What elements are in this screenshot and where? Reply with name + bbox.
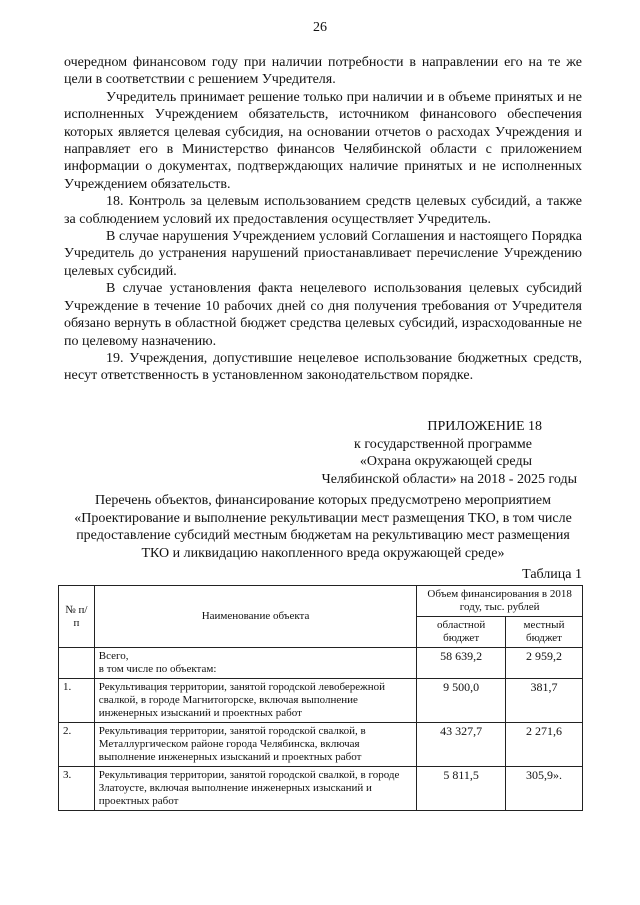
paragraph: 18. Контроль за целевым использованием средств целевых субсидий, а также за соблюдением условий их предоставления осуществляет Учредитель. [64,194,582,227]
paragraph: В случае нарушения Учреждением условий Соглашения и настоящего Порядка Учредитель до устранения нарушений приостанавливает перечисление Учреждению целевых субсидий. [64,229,582,279]
document-body [64,54,582,385]
table-row-total [59,648,583,679]
header-local: местный бюджет [505,617,582,648]
row-regional: 43 327,7 [417,723,506,767]
header-name: Наименование объекта [94,586,417,648]
row-local: 381,7 [505,679,582,723]
appendix-line: Челябинской области» на 2018 - 2025 годы [321,471,577,487]
appendix-line: «Охрана окружающей среды [359,454,532,470]
objects-table [58,585,583,811]
table-header-row [59,586,583,617]
paragraph: 19. Учреждения, допустившие нецелевое использование бюджетных средств, несут ответственность в установленном законодательством порядке. [64,350,582,384]
row-num: 2. [59,723,95,767]
paragraph: Учредитель принимает решение только при наличии и в объеме принятых и не исполненных Учреждением обязательств, источником финансового обеспечения которых является целевая субсидия, на основании отчетов о расходах Учреждения и направляет его в Министерство финансов Челябинской области с приложением информации о документах, подтверждающих наличие принятых и не исполненных Учреждением обязательств. [64,89,582,192]
total-name-cell [94,648,417,679]
table-row [59,723,583,767]
row-name: Рекультивация территории, занятой городской свалкой, в Металлургическом районе города Челябинска, включая выполнение инженерных изысканий и проектных работ [94,723,417,767]
row-name: Рекультивация территории, занятой городской свалкой, в городе Златоусте, включая выполнение инженерных изысканий и проектных работ [94,767,417,811]
row-local: 2 271,6 [505,723,582,767]
row-regional: 5 811,5 [417,767,506,811]
header-num: № п/п [59,586,95,648]
total-num-cell [59,648,95,679]
list-title: Перечень объектов, финансирование которых предусмотрено мероприятием «Проектирование и выполнение рекультивации мест размещения ТКО, в том числе предоставление субсидий местным бюджетам на рекультивацию мест размещения ТКО и ликвидацию накопленного вреда окружающей среде» [74,493,572,561]
header-funding: Объем финансирования в 2018 году, тыс. рублей [417,586,583,617]
total-label-2: в том числе по объектам: [98,663,217,675]
page-number: 26 [313,20,327,35]
row-name: Рекультивация территории, занятой городской левобережной свалкой, в городе Магнитогорске, включая выполнение инженерных изысканий и проектных работ [94,679,417,723]
row-regional: 9 500,0 [417,679,506,723]
row-num: 3. [59,767,95,811]
appendix-line: к государственной программе [354,436,532,452]
table-label: Таблица 1 [522,567,582,582]
total-local: 2 959,2 [505,648,582,679]
appendix-title: ПРИЛОЖЕНИЕ 18 [427,419,542,434]
header-regional: областной бюджет [417,617,506,648]
row-local: 305,9». [505,767,582,811]
table-row [59,767,583,811]
total-label: Всего, [98,650,129,662]
paragraph: В случае установления факта нецелевого использования целевых субсидий Учреждение в течение 10 рабочих дней со дня получения требования от Учредителя обязано вернуть в областной бюджет средства целевых субсидий, израсходованные не по целевому назначению. [64,281,582,349]
table-row [59,679,583,723]
row-num: 1. [59,679,95,723]
appendix-header [64,418,582,488]
total-regional: 58 639,2 [417,648,506,679]
paragraph: очередном финансовом году при наличии потребности в направлении его на те же цели в соответствии с решением Учредителя. [64,55,582,88]
